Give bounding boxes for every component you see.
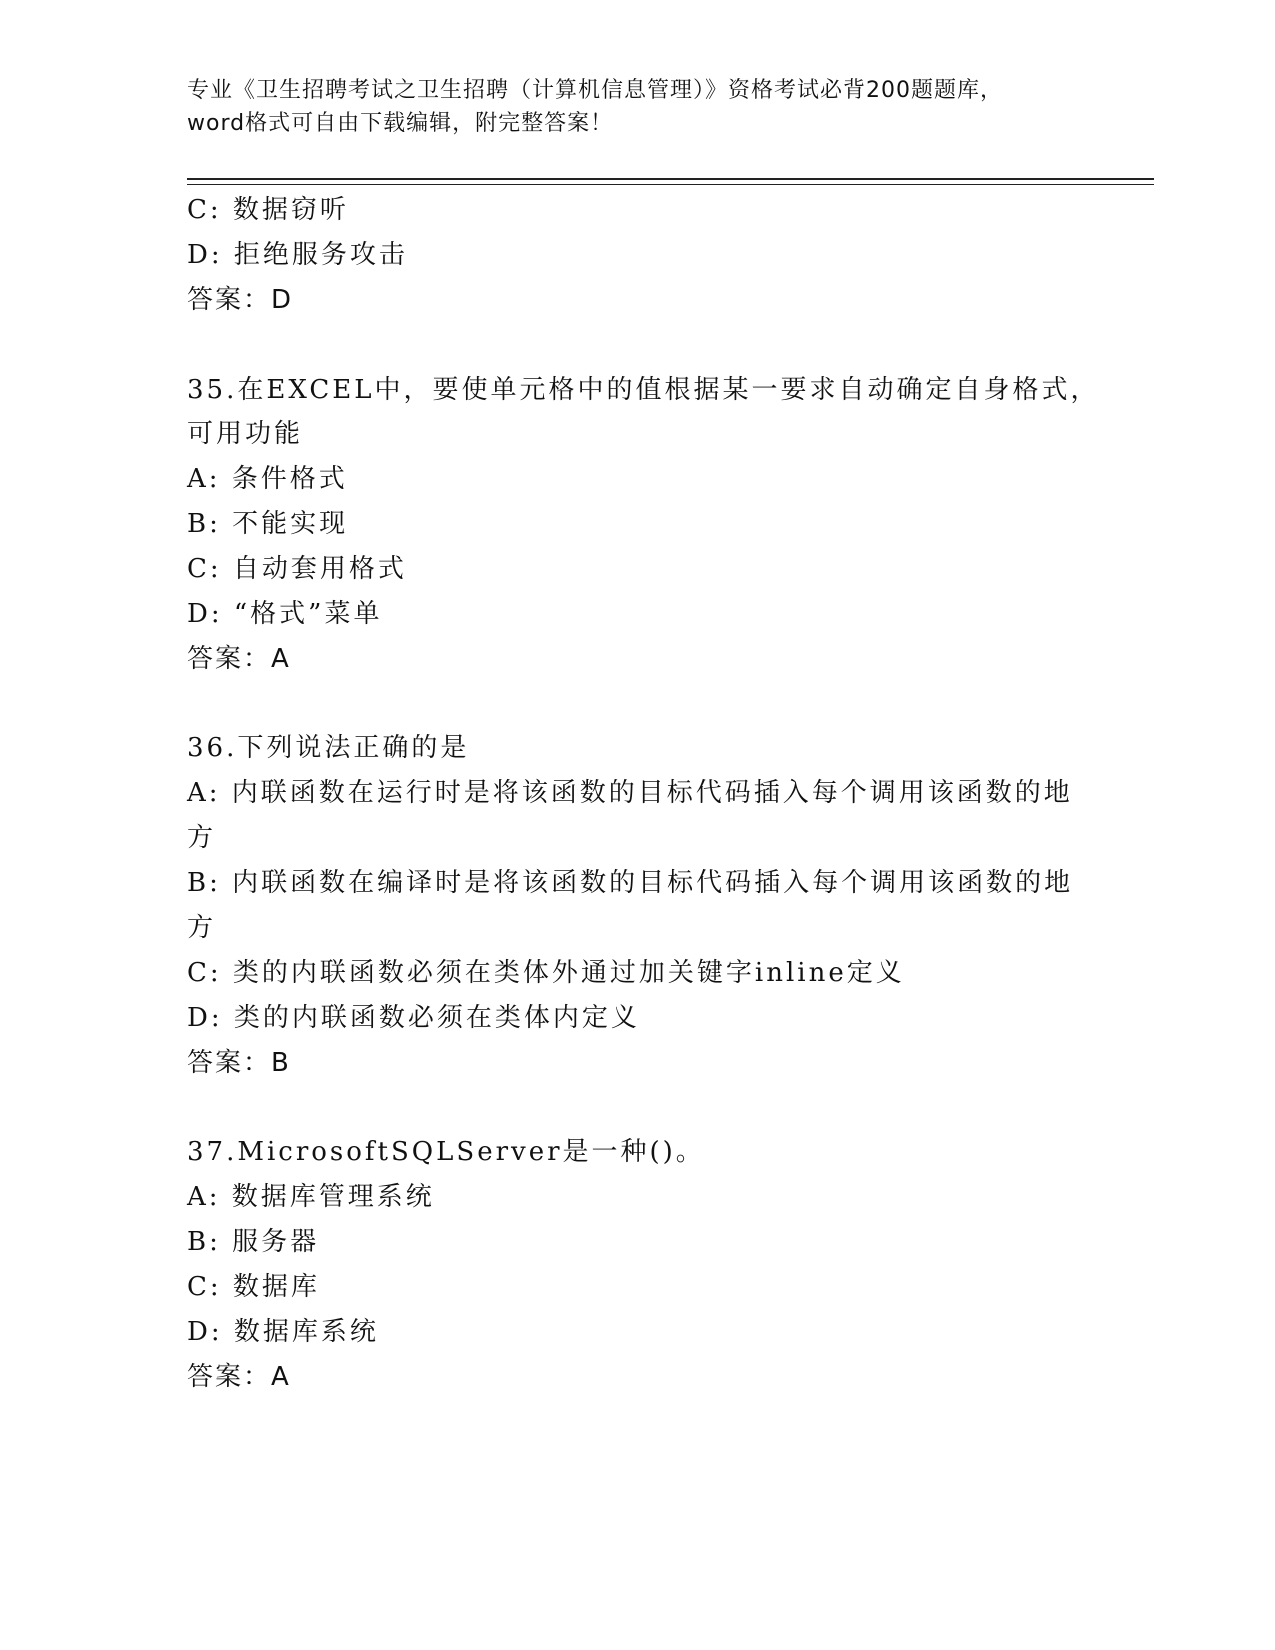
option-d-q35: D: “格式”菜单 (187, 599, 383, 629)
option-c-q34: C: 数据窃听 (187, 195, 349, 225)
option-b-q36-continued: 方 (187, 913, 217, 943)
option-a-q37: A: 数据库管理系统 (187, 1182, 435, 1212)
header-line-1: 专业《卫生招聘考试之卫生招聘（计算机信息管理）》资格考试必背200题题库， (187, 78, 1003, 103)
document-header (187, 74, 1087, 140)
header-line-2: word格式可自由下载编辑，附完整答案！ (187, 111, 614, 136)
option-b-q37: B: 服务器 (187, 1227, 320, 1257)
header-rule-thick (187, 178, 1154, 180)
answer-q37: 答案：A (187, 1362, 291, 1392)
option-d-q37: D: 数据库系统 (187, 1317, 379, 1347)
option-d-q36: D: 类的内联函数必须在类体内定义 (187, 1003, 640, 1033)
option-a-q35: A: 条件格式 (187, 464, 348, 494)
question-35-continued: 可用功能 (187, 419, 304, 449)
question-35: 35.在EXCEL中，要使单元格中的值根据某一要求自动确定自身格式， (187, 375, 1100, 405)
option-a-q36: A: 内联函数在运行时是将该函数的目标代码插入每个调用该函数的地 (187, 778, 1073, 808)
option-c-q35: C: 自动套用格式 (187, 554, 407, 584)
option-a-q36-continued: 方 (187, 823, 217, 853)
option-b-q36: B: 内联函数在编译时是将该函数的目标代码插入每个调用该函数的地 (187, 868, 1074, 898)
answer-q34: 答案：D (187, 285, 294, 315)
answer-q35: 答案：A (187, 644, 291, 674)
answer-q36: 答案：B (187, 1048, 291, 1078)
option-c-q37: C: 数据库 (187, 1272, 320, 1302)
option-c-q36: C: 类的内联函数必须在类体外通过加关键字inline定义 (187, 958, 905, 988)
question-37: 37.MicrosoftSQLServer是一种()。 (187, 1137, 705, 1167)
header-rule-thin (187, 184, 1154, 185)
option-b-q35: B: 不能实现 (187, 509, 349, 539)
question-36: 36.下列说法正确的是 (187, 733, 470, 763)
option-d-q34: D: 拒绝服务攻击 (187, 240, 408, 270)
